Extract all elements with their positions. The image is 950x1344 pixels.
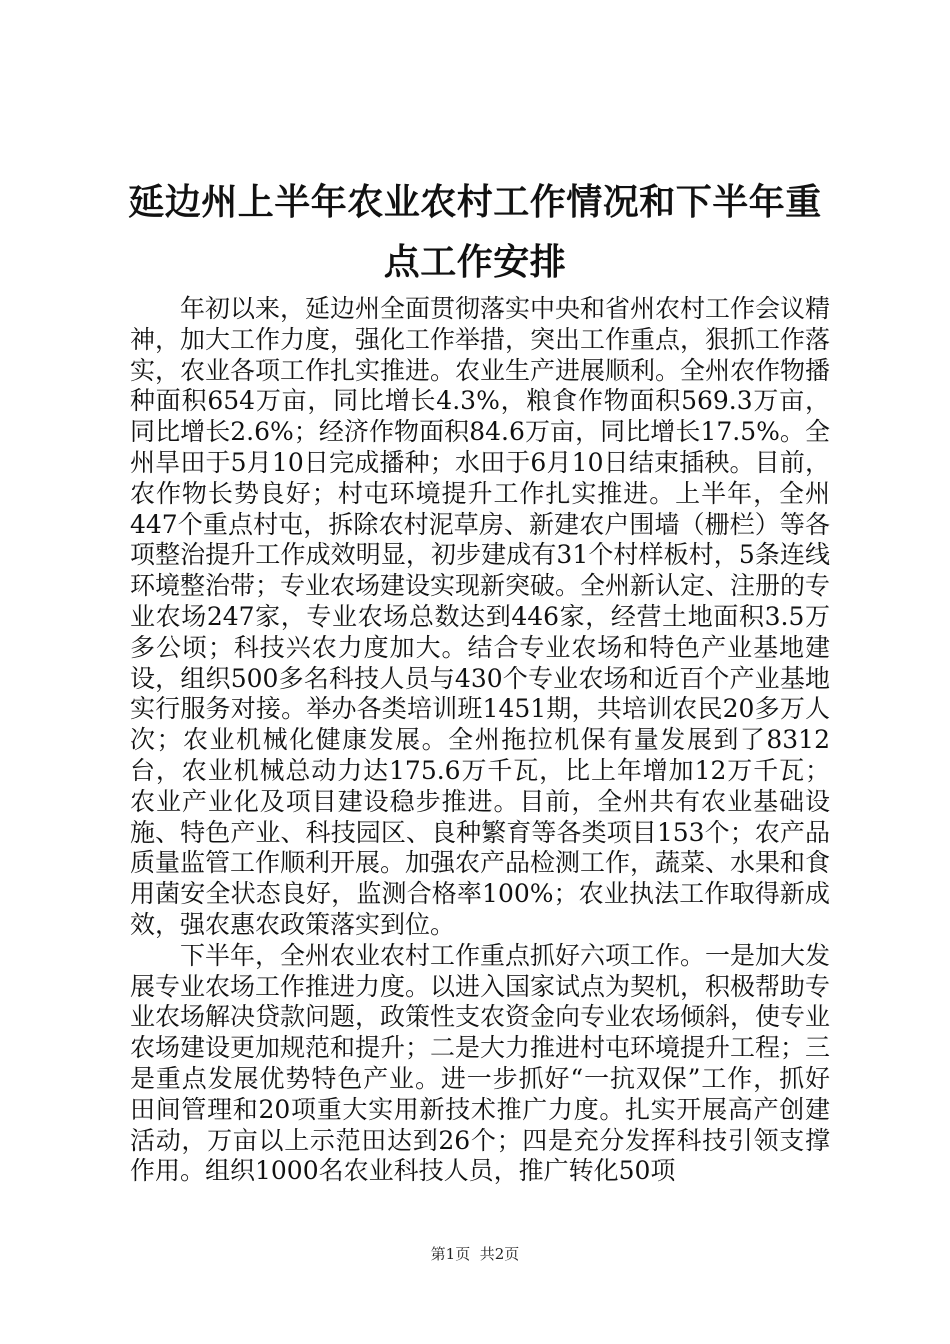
page-footer: [0, 1244, 950, 1264]
document-body: [130, 294, 830, 1187]
paragraph-second-half-plan: 下半年，全州农业农村工作重点抓好六项工作。一是加大发展专业农场工作推进力度。以进入国家试点为契机，积极帮助专业农场解决贷款问题，政策性支农资金向专业农场倾斜，使专业农场建设更加规范和提升；二是大力推进村屯环境提升工程；三是重点发展优势特色产业。进一步抓好“一抗双保”工作，抓好田间管理和20项重大实用新技术推广力度。扎实开展高产创建活动，万亩以上示范田达到26个；四是充分发挥科技引领支撑作用。组织1000名农业科技人员，推广转化50项: [130, 940, 831, 1186]
document-title: 延边州上半年农业农村工作情况和下半年重点工作安排: [128, 181, 822, 283]
paragraph-first-half-summary: 年初以来，延边州全面贯彻落实中央和省州农村工作会议精神，加大工作力度，强化工作举措，突出工作重点，狠抓工作落实，农业各项工作扎实推进。农业生产进展顺利。全州农作物播种面积654万亩，同比增长4.3%，粮食作物面积569.3万亩，同比增长2.6%；经济作物面积84.6万亩，同比增长17.5%。全州旱田于5月10日完成播种；水田于6月10日结束插秧。目前，农作物长势良好；村屯环境提升工作扎实推进。上半年，全州447个重点村屯，拆除农村泥草房、新建农户围墙（栅栏）等各项整治提升工作成效明显，初步建成有31个村样板村，5条连线环境整治带；专业农场建设实现新突破。全州新认定、注册的专业农场247家，专业农场总数达到446家，经营土地面积3.5万多公顷；科技兴农力度加大。结合专业农场和特色产业基地建设，组织500多名科技人员与430个专业农场和近百个产业基地实行服务对接。举办各类培训班1451期，共培训农民20多万人次；农业机械化健康发展。全州拖拉机保有量发展到了8312台，农业机械总动力达175.6万千瓦，比上年增加12万千瓦；农业产业化及项目建设稳步推进。目前，全州共有农业基础设施、特色产业、科技园区、良种繁育等各类项目153个；农产品质量监管工作顺利开展。加强农产品检测工作，蔬菜、水果和食用菌安全状态良好，监测合格率100%；农业执法工作取得新成效，强农惠农政策落实到位。: [130, 294, 831, 939]
page-total: 共2页: [479, 1245, 520, 1263]
page-number: 第1页: [430, 1245, 471, 1263]
